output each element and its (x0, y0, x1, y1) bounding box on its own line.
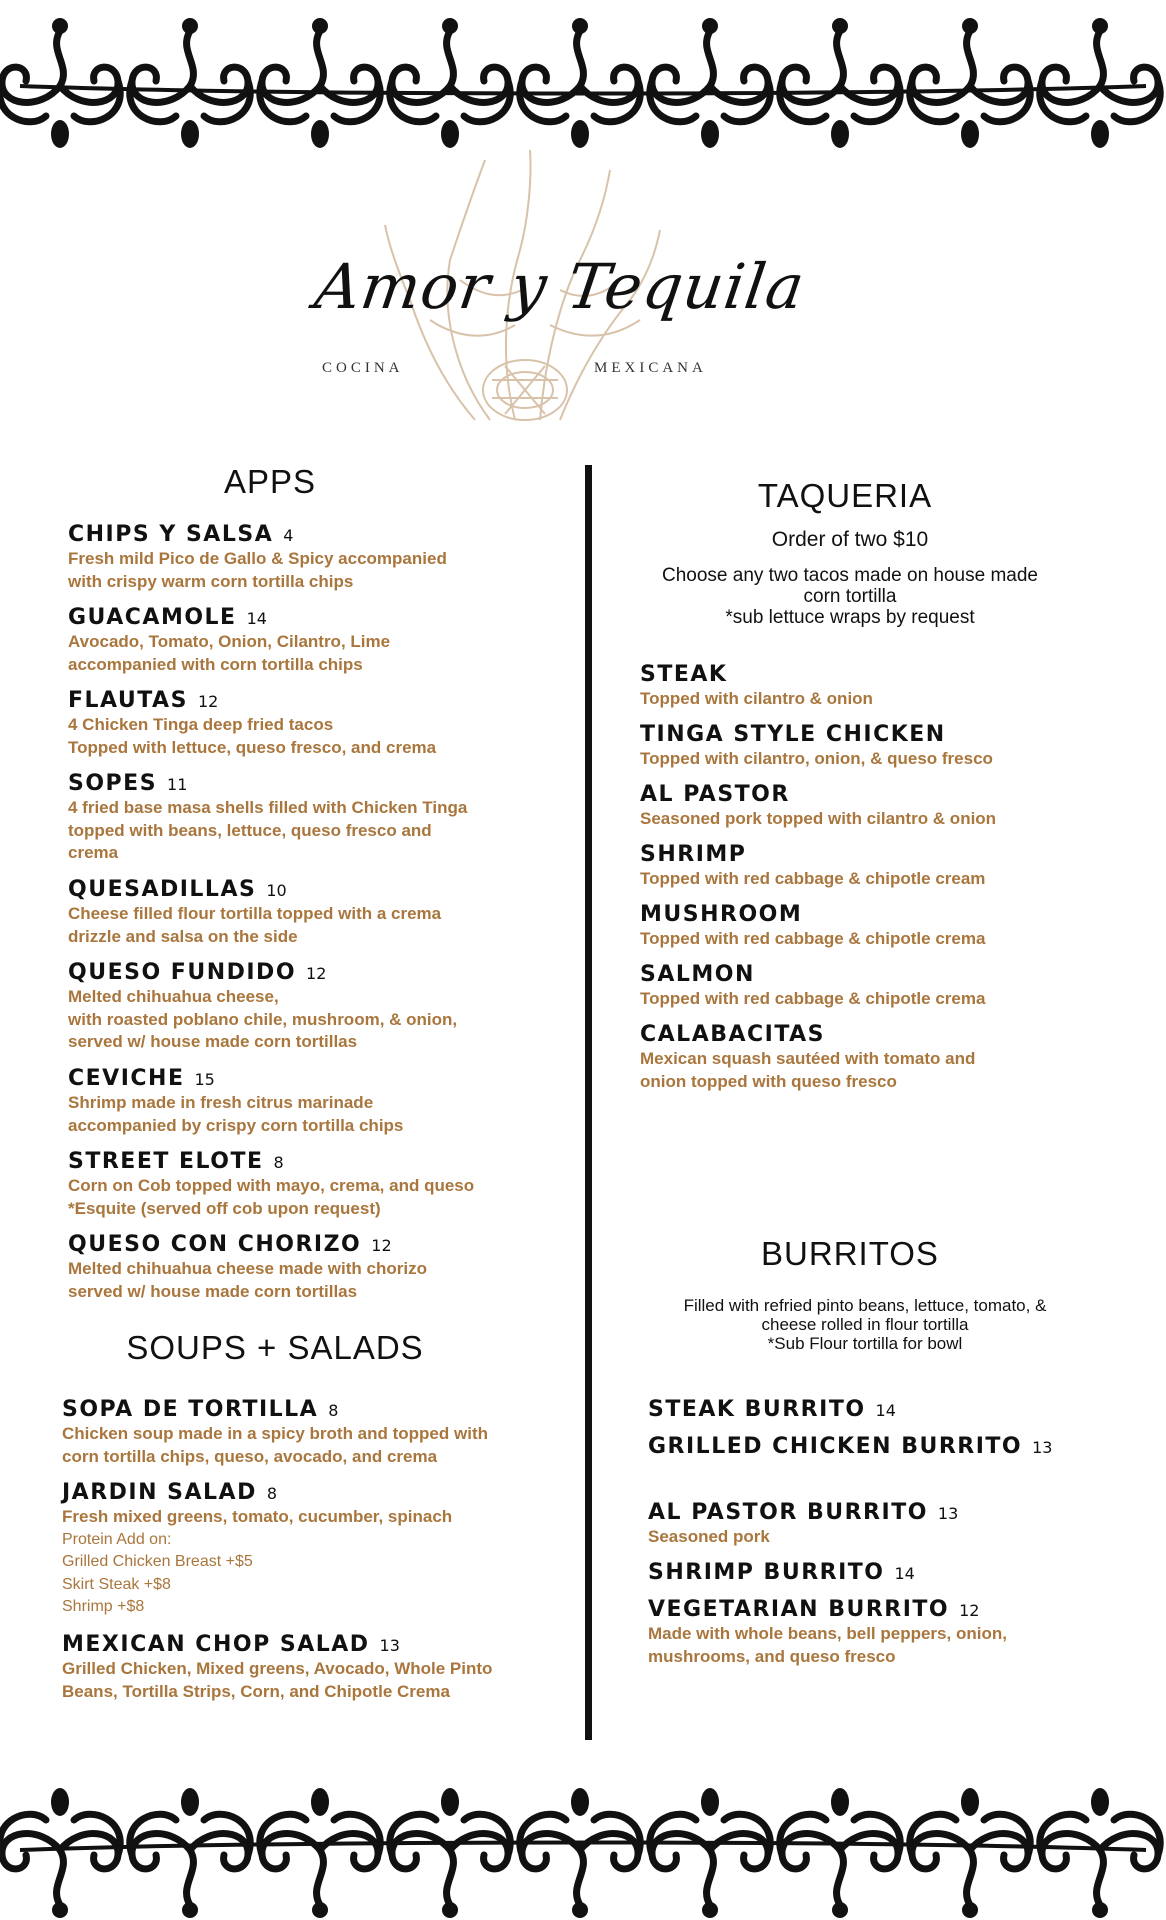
item-name: QUESO CON CHORIZO (68, 1232, 362, 1257)
menu-item (68, 605, 528, 676)
item-name: TINGA STYLE CHICKEN (640, 722, 946, 747)
item-description: Seasoned pork (648, 1527, 770, 1546)
item-name: AL PASTOR BURRITO (648, 1500, 928, 1525)
menu-item (68, 1232, 528, 1303)
menu-item (68, 1066, 528, 1137)
item-name: QUESADILLAS (68, 877, 257, 902)
item-description: Topped with red cabbage & chipotle cream (640, 869, 986, 888)
item-description: Fresh mixed greens, tomato, cucumber, spinach (62, 1507, 453, 1526)
protein-add-ons: Protein Add on: Grilled Chicken Breast +$5 Skirt Steak +$8 Shrimp +$8 (62, 1530, 253, 1615)
item-name: SHRIMP BURRITO (648, 1560, 885, 1585)
menu-item (640, 782, 1100, 831)
item-name: JARDIN SALAD (62, 1480, 257, 1505)
restaurant-logo (260, 140, 860, 430)
item-description: Melted chihuahua cheese made with chorizo served w/ house made corn tortillas (68, 1259, 427, 1301)
menu-item (648, 1597, 1108, 1668)
item-price: 14 (875, 1401, 896, 1420)
item-price: 11 (167, 775, 188, 794)
menu-item (640, 842, 1100, 891)
taqueria-offer: Order of two $10 (771, 528, 929, 551)
item-description: 4 fried base masa shells filled with Chicken Tinga topped with beans, lettuce, queso fresco and crema (68, 798, 468, 862)
item-price: 8 (273, 1153, 284, 1172)
item-name: AL PASTOR (640, 782, 790, 807)
item-name: MEXICAN CHOP SALAD (62, 1632, 370, 1657)
item-description: Mexican squash sautéed with tomato and onion topped with queso fresco (640, 1049, 976, 1091)
item-description: Cheese filled flour tortilla topped with a crema drizzle and salsa on the side (68, 904, 442, 946)
item-price: 15 (194, 1070, 215, 1089)
item-description: Chicken soup made in a spicy broth and topped with corn tortilla chips, queso, avocado, and crema (62, 1424, 488, 1466)
menu-item (640, 902, 1100, 951)
item-description: Corn on Cob topped with mayo, crema, and queso *Esquite (served off cob upon request) (68, 1176, 475, 1218)
item-name: CALABACITAS (640, 1022, 826, 1047)
item-name: SOPES (68, 771, 158, 796)
item-name: GUACAMOLE (68, 605, 237, 630)
menu-item (648, 1397, 1108, 1422)
bottom-ornamental-border-icon (0, 1788, 1166, 1918)
menu-item (640, 722, 1100, 771)
item-description: Topped with red cabbage & chipotle crema (640, 929, 986, 948)
item-price: 13 (1032, 1438, 1053, 1457)
item-name: CHIPS Y SALSA (68, 522, 274, 547)
item-name: SOPA DE TORTILLA (62, 1397, 319, 1422)
menu-item (648, 1560, 1108, 1585)
item-name: VEGETARIAN BURRITO (648, 1597, 950, 1622)
menu-item (62, 1397, 562, 1468)
item-price: 12 (306, 964, 327, 983)
menu-item (640, 1022, 1100, 1093)
menu-item (62, 1480, 562, 1619)
menu-item (640, 662, 1100, 711)
item-name: CEVICHE (68, 1066, 185, 1091)
item-description: Seasoned pork topped with cilantro & onion (640, 809, 997, 828)
menu-item (68, 960, 528, 1054)
item-price: 14 (894, 1564, 915, 1583)
item-price: 12 (197, 692, 219, 711)
taqueria-heading: TAQUERIA (757, 477, 933, 514)
item-description: Made with whole beans, bell peppers, onion, mushrooms, and queso fresco (648, 1624, 1007, 1666)
tagline-right: MEXICANA (594, 360, 707, 376)
item-description: Fresh mild Pico de Gallo & Spicy accompanied with crispy warm corn tortilla chips (68, 549, 447, 591)
burritos-heading: BURRITOS (761, 1235, 939, 1272)
soups-salads-heading: SOUPS + SALADS (126, 1329, 424, 1366)
item-name: SHRIMP (640, 842, 747, 867)
burritos-note: Filled with refried pinto beans, lettuce, tomato, & cheese rolled in flour tortilla *Sub Flour tortilla for bowl (683, 1296, 1047, 1353)
item-description: Grilled Chicken, Mixed greens, Avocado, Whole Pinto Beans, Tortilla Strips, Corn, and Chipotle Crema (62, 1659, 493, 1701)
menu-item (68, 688, 528, 759)
item-price: 8 (328, 1401, 339, 1420)
item-price: 4 (283, 526, 294, 545)
item-price: 14 (246, 609, 267, 628)
menu-item (68, 1149, 528, 1220)
menu-item (68, 771, 528, 865)
item-name: GRILLED CHICKEN BURRITO (648, 1434, 1023, 1459)
menu-item (62, 1632, 562, 1703)
item-description: Topped with cilantro, onion, & queso fresco (640, 749, 993, 768)
item-price: 12 (371, 1236, 392, 1255)
menu-item (648, 1500, 1108, 1549)
item-name: SALMON (640, 962, 755, 987)
item-description: Topped with red cabbage & chipotle crema (640, 989, 986, 1008)
item-description: Avocado, Tomato, Onion, Cilantro, Lime accompanied with corn tortilla chips (68, 632, 391, 674)
item-name: STREET ELOTE (68, 1149, 264, 1174)
item-description: Melted chihuahua cheese, with roasted poblano chile, mushroom, & onion, served w/ house made corn tortillas (68, 987, 458, 1051)
item-price: 8 (266, 1484, 278, 1503)
menu-item (68, 522, 528, 593)
apps-heading: APPS (223, 463, 317, 500)
item-name: FLAUTAS (68, 688, 188, 713)
item-description: 4 Chicken Tinga deep fried tacos Topped with lettuce, queso fresco, and crema (68, 715, 437, 757)
menu-item (68, 877, 528, 948)
restaurant-name: Amor y Tequila (310, 250, 810, 323)
column-divider (585, 465, 592, 1740)
menu-item (648, 1434, 1108, 1459)
item-description: Topped with cilantro & onion (640, 689, 873, 708)
item-name: STEAK BURRITO (648, 1397, 866, 1422)
item-name: STEAK (640, 662, 728, 687)
taqueria-note: Choose any two tacos made on house made corn tortilla *sub lettuce wraps by request (661, 565, 1038, 628)
item-price: 12 (959, 1601, 980, 1620)
item-price: 13 (379, 1636, 400, 1655)
item-name: QUESO FUNDIDO (68, 960, 297, 985)
item-price: 10 (266, 881, 287, 900)
item-name: MUSHROOM (640, 902, 803, 927)
item-description: Shrimp made in fresh citrus marinade accompanied by crispy corn tortilla chips (68, 1093, 404, 1135)
tagline-left: COCINA (322, 360, 404, 376)
item-price: 13 (937, 1504, 959, 1523)
menu-item (640, 962, 1100, 1011)
